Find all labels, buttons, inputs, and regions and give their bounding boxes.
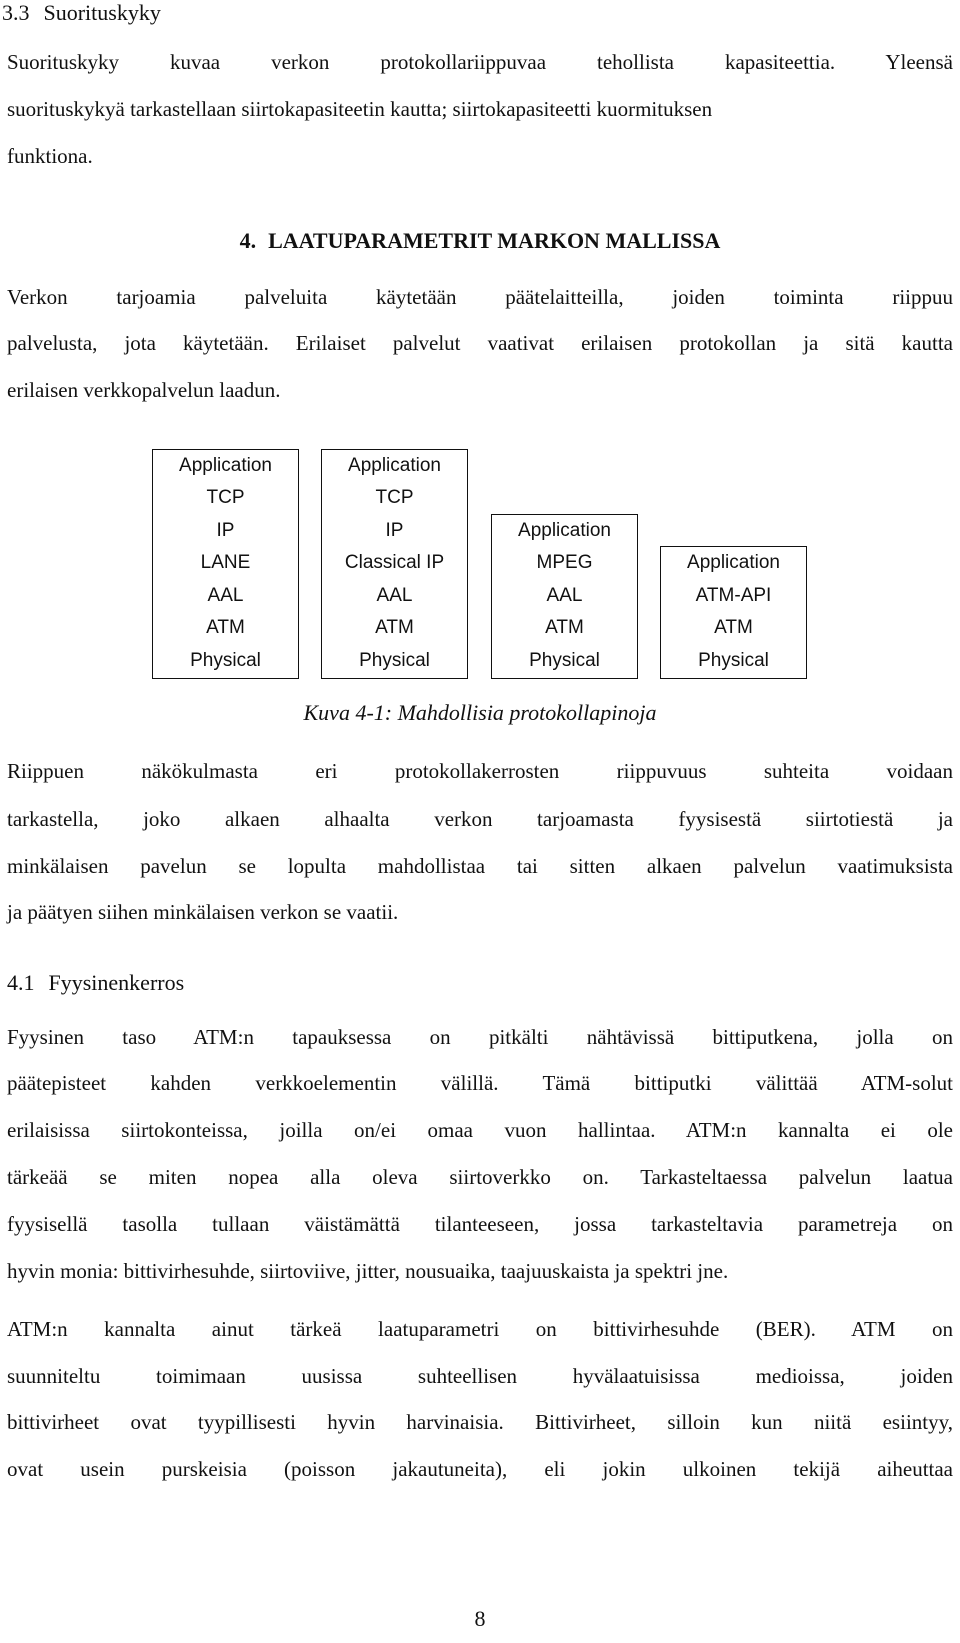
protocol-stack-2 [321, 449, 468, 680]
protocol-layer: ATM-API [695, 584, 772, 606]
paragraph-line: ja päätyen siihen minkälaisen verkon se vaatii. [7, 900, 399, 924]
protocol-layer: ATM [206, 617, 245, 638]
section-number: 4.1 [7, 970, 35, 995]
chapter-title: LAATUPARAMETRIT MARKON MALLISSA [268, 228, 721, 253]
protocol-layer: Application [518, 519, 611, 541]
paragraph-line: fyysisellä tasolla tullaan väistämättä tilanteeseen, jossa tarkasteltavia parametreja on [7, 1212, 953, 1236]
protocol-layer: Physical [698, 649, 769, 671]
section-title: Fyysinenkerros [48, 970, 185, 995]
protocol-layer: Physical [190, 649, 261, 671]
protocol-layer: Physical [529, 649, 600, 671]
protocol-stack-3 [491, 514, 638, 680]
protocol-layer: AAL [207, 584, 244, 606]
paragraph-line: erilaisissa siirtokonteissa, joilla on/ei omaa vuon hallintaa. ATM:n kannalta ei ole [7, 1118, 953, 1142]
chapter-number: 4. [239, 228, 257, 253]
protocol-layer: Application [348, 454, 441, 476]
paragraph-line: suorituskykyä tarkastellaan siirtokapasiteetin kautta; siirtokapasiteetti kuormituksen [7, 97, 713, 121]
paragraph-line: funktiona. [7, 144, 93, 168]
paragraph-line: Suorituskyky kuvaa verkon protokollariippuvaa tehollista kapasiteettia. Yleensä [7, 50, 953, 74]
protocol-layer: ATM [714, 617, 753, 638]
paragraph-line: palvelusta, jota käytetään. Erilaiset palvelut vaativat erilaisen protokollan ja sitä kautta [7, 331, 953, 355]
paragraph-line: päätepisteet kahden verkkoelementin välillä. Tämä bittiputki välittää ATM-solut [7, 1071, 953, 1095]
paragraph-line: tarkastella, joko alkaen alhaalta verkon tarjoamasta fyysisestä siirtotiestä ja [7, 807, 953, 831]
chapter-heading [0, 228, 960, 254]
paragraph-line: Fyysinen taso ATM:n tapauksessa on pitkälti nähtävissä bittiputkena, jolla on [7, 1025, 953, 1049]
section-number: 3.3 [2, 0, 30, 25]
protocol-layer: TCP [206, 487, 245, 508]
protocol-layer: TCP [375, 487, 414, 508]
paragraph-line: minkälaisen pavelun se lopulta mahdollistaa tai sitten alkaen palvelun vaatimuksista [7, 854, 953, 878]
figure-caption: Kuva 4-1: Mahdollisia protokollapinoja [303, 700, 657, 725]
page-number: 8 [474, 1606, 486, 1631]
paragraph-line: bittivirheet ovat tyypillisesti hyvin harvinaisia. Bittivirheet, silloin kun niitä esiintyy, [7, 1410, 953, 1434]
paragraph-line: Riippuen näkökulmasta eri protokollakerrosten riippuvuus suhteita voidaan [7, 759, 953, 783]
protocol-layer: ATM [545, 617, 584, 638]
paragraph-line: ATM:n kannalta ainut tärkeä laatuparametri on bittivirhesuhde (BER). ATM on [7, 1317, 953, 1341]
protocol-layer: Physical [359, 649, 430, 671]
protocol-layer: MPEG [536, 552, 593, 573]
protocol-stack-4 [660, 546, 807, 679]
protocol-layer: IP [216, 519, 235, 541]
paragraph-line: hyvin monia: bittivirhesuhde, siirtoviive, jitter, nousuaika, taajuuskaista ja spektri jne. [7, 1259, 729, 1283]
paragraph-line: ovat usein purskeisia (poisson jakautuneita), eli jokin ulkoinen tekijä aiheuttaa [7, 1457, 953, 1481]
protocol-layer: ATM [375, 617, 414, 638]
protocol-layer: Application [687, 552, 780, 573]
paragraph-line: Verkon tarjoamia palveluita käytetään päätelaitteilla, joiden toiminta riippuu [7, 285, 953, 309]
protocol-layer: Application [179, 454, 272, 476]
protocol-layer: AAL [376, 584, 413, 606]
paragraph-line: tärkeää se miten nopea alla oleva siirtoverkko on. Tarkasteltaessa palvelun laatua [7, 1165, 953, 1189]
paragraph-line: erilaisen verkkopalvelun laadun. [7, 378, 281, 402]
protocol-layer: AAL [546, 584, 583, 606]
protocol-layer: Classical IP [344, 552, 445, 573]
protocol-layer: IP [385, 519, 404, 541]
section-heading-3-3 [2, 0, 161, 26]
section-heading-4-1 [7, 970, 184, 996]
protocol-layer: LANE [200, 552, 251, 573]
section-title: Suorituskyky [43, 0, 161, 25]
protocol-stack-1 [152, 449, 299, 680]
paragraph-line: suunniteltu toimimaan uusissa suhteellisen hyvälaatuisissa medioissa, joiden [7, 1364, 953, 1388]
